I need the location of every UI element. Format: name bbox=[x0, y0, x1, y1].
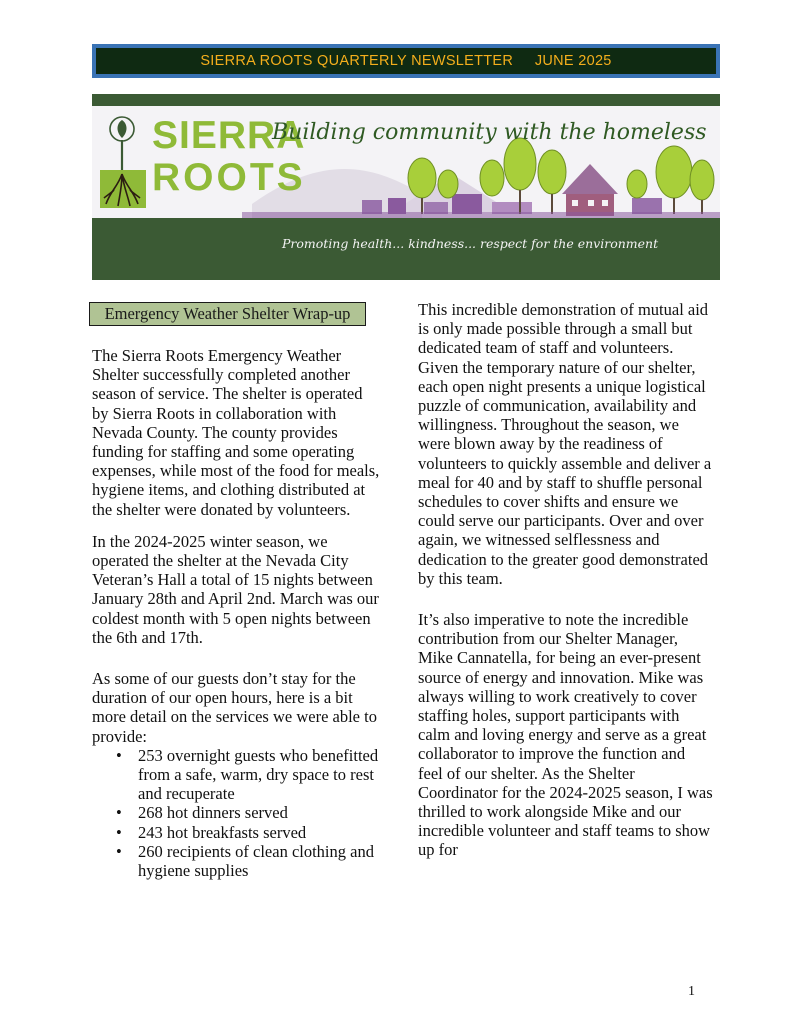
paragraph: In the 2024-2025 winter season, we operated the shelter at the Nevada City Veteran’s Hall a total of 15 nights between January 28th and April 2nd. March was our coldest month with 5 open nights between the 6th and 17th. bbox=[92, 531, 379, 647]
list-item: • 260 recipients of clean clothing and hygiene supplies bbox=[92, 842, 382, 880]
article-heading: Emergency Weather Shelter Wrap-up bbox=[89, 302, 366, 326]
banner-tagline: Building community with the homeless bbox=[272, 120, 707, 145]
newsletter-masthead bbox=[92, 44, 720, 78]
right-column bbox=[418, 300, 713, 860]
page-number: 1 bbox=[688, 984, 695, 999]
services-list bbox=[92, 746, 382, 880]
list-item: • 253 overnight guests who benefitted from a safe, warm, dry space to rest and recuperate bbox=[92, 746, 382, 804]
left-column bbox=[92, 346, 382, 880]
logo-roots: ROOTS bbox=[152, 156, 306, 199]
paragraph: It’s also imperative to note the incredible contribution from our Shelter Manager, Mike Cannatella, for being an ever-present source of energy and innovation. Mike was always willing to work creatively to cover staffing holes, support participants with calm and loving energy and serve as a great collaborator to improve the function and feel of our shelter. As the Shelter Coordinator for the 2024-2025 season, I was thrilled to work alongside Mike and our incredible volunteer and staff teams to show up for bbox=[418, 610, 713, 860]
paragraph: The Sierra Roots Emergency Weather Shelter successfully completed another season of service. The shelter is operated by Sierra Roots in collaboration with Nevada County. The county provides funding for staffing and some operating expenses, while most of the food for meals, hygiene items, and clothing distributed at the shelter were donated by volunteers. bbox=[92, 346, 380, 519]
masthead-title: SIERRA ROOTS QUARTERLY NEWSLETTER JUNE 2025 bbox=[96, 48, 716, 74]
list-item: • 268 hot dinners served bbox=[92, 803, 382, 822]
list-item: • 243 hot breakfasts served bbox=[92, 823, 382, 842]
sierra-roots-banner bbox=[92, 94, 720, 280]
paragraph: This incredible demonstration of mutual aid is only made possible through a small but dedicated team of staff and volunteers. Given the temporary nature of our shelter, each open night presents a unique logistical puzzle of communication, availability and willingness. Throughout the season, we were blown away by the readiness of volunteers to quickly assemble and deliver a meal for 40 and by staff to shuffle personal schedules to cover shifts and ensure we could serve our participants. Over and over again, we witnessed selflessness and dedication to the greater good demonstrated by this team. bbox=[418, 300, 712, 588]
paragraph: As some of our guests don’t stay for the duration of our open hours, here is a bit more detail on the services we were able to provide: bbox=[92, 669, 377, 746]
logo-sierra: SIERRA bbox=[152, 114, 306, 157]
banner-motto: Promoting health... kindness... respect for the environment bbox=[282, 236, 659, 251]
